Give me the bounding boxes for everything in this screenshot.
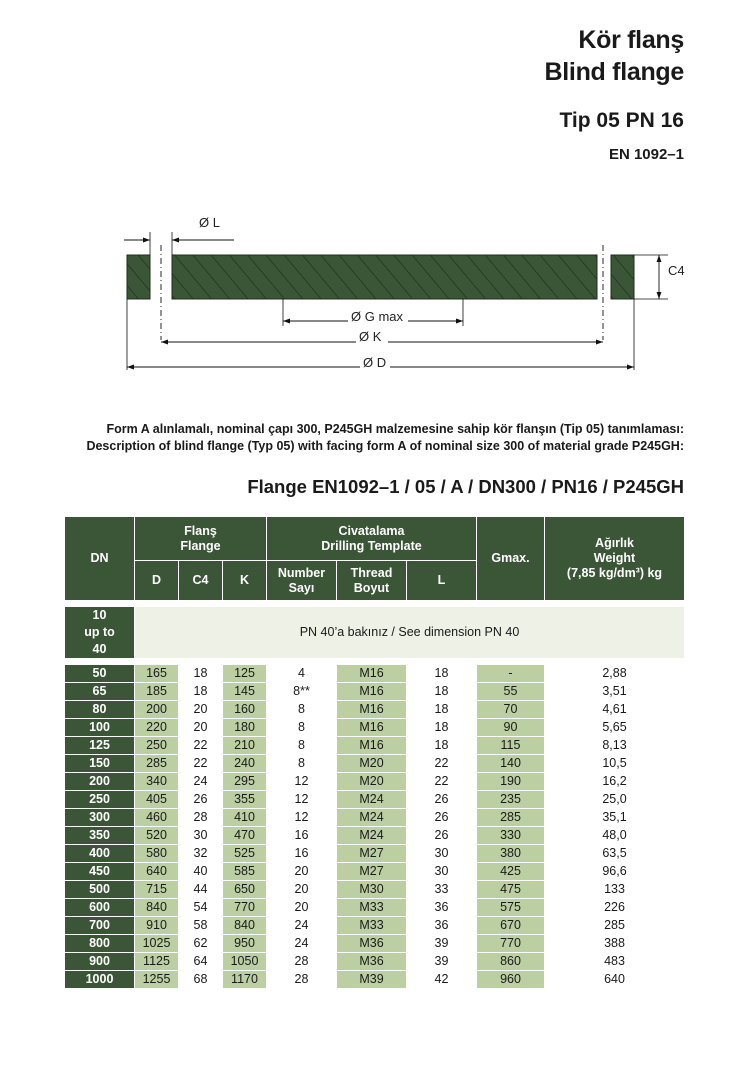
cell-k: 840 bbox=[223, 917, 267, 935]
cell-dn: 200 bbox=[65, 773, 135, 791]
cell-l: 18 bbox=[407, 719, 477, 737]
range-dn-line2: up to bbox=[84, 625, 115, 639]
cell-number: 8 bbox=[267, 755, 337, 773]
cell-k: 525 bbox=[223, 845, 267, 863]
table-row bbox=[65, 701, 685, 719]
cell-l: 18 bbox=[407, 683, 477, 701]
cell-weight: 133 bbox=[545, 881, 685, 899]
header-weight bbox=[545, 517, 685, 601]
table-row bbox=[65, 845, 685, 863]
cell-c4: 62 bbox=[179, 935, 223, 953]
cell-dn: 600 bbox=[65, 899, 135, 917]
label-bolt-circle-K: Ø K bbox=[359, 329, 382, 344]
cell-c4: 40 bbox=[179, 863, 223, 881]
cell-d: 640 bbox=[135, 863, 179, 881]
cell-thread: M36 bbox=[337, 953, 407, 971]
range-dn-line1: 10 bbox=[92, 608, 107, 622]
cell-thread: M20 bbox=[337, 773, 407, 791]
header-flange-tr: Flanş bbox=[184, 523, 217, 538]
cell-weight: 2,88 bbox=[545, 665, 685, 683]
cell-d: 220 bbox=[135, 719, 179, 737]
cell-dn: 100 bbox=[65, 719, 135, 737]
cell-c4: 54 bbox=[179, 899, 223, 917]
cell-k: 210 bbox=[223, 737, 267, 755]
cell-thread: M36 bbox=[337, 935, 407, 953]
cell-gmax: 425 bbox=[477, 863, 545, 881]
cell-d: 1025 bbox=[135, 935, 179, 953]
cell-thread: M39 bbox=[337, 971, 407, 989]
table-row bbox=[65, 917, 685, 935]
cell-d: 520 bbox=[135, 827, 179, 845]
cell-gmax: 575 bbox=[477, 899, 545, 917]
cell-l: 39 bbox=[407, 953, 477, 971]
header-k: K bbox=[223, 561, 267, 601]
cell-number: 20 bbox=[267, 899, 337, 917]
cell-number: 28 bbox=[267, 953, 337, 971]
dimensions-table bbox=[64, 516, 685, 989]
cell-l: 18 bbox=[407, 737, 477, 755]
cell-d: 840 bbox=[135, 899, 179, 917]
header-dn: DN bbox=[65, 517, 135, 601]
cell-gmax: 90 bbox=[477, 719, 545, 737]
cell-k: 145 bbox=[223, 683, 267, 701]
cell-weight: 388 bbox=[545, 935, 685, 953]
table-row bbox=[65, 773, 685, 791]
cell-dn: 350 bbox=[65, 827, 135, 845]
cell-k: 295 bbox=[223, 773, 267, 791]
table-row bbox=[65, 665, 685, 683]
cell-weight: 8,13 bbox=[545, 737, 685, 755]
header-flange-en: Flange bbox=[180, 538, 221, 553]
table-row bbox=[65, 935, 685, 953]
table-row bbox=[65, 719, 685, 737]
cell-dn: 65 bbox=[65, 683, 135, 701]
cell-c4: 22 bbox=[179, 755, 223, 773]
cell-d: 1255 bbox=[135, 971, 179, 989]
cell-gmax: 770 bbox=[477, 935, 545, 953]
header-flange-group bbox=[135, 517, 267, 561]
standard-label: EN 1092–1 bbox=[608, 146, 684, 163]
cell-d: 250 bbox=[135, 737, 179, 755]
cell-d: 405 bbox=[135, 791, 179, 809]
cell-l: 36 bbox=[407, 899, 477, 917]
cell-k: 650 bbox=[223, 881, 267, 899]
flange-cross-section-drawing bbox=[0, 200, 738, 390]
flange-left-segment bbox=[127, 255, 150, 299]
cell-gmax: 55 bbox=[477, 683, 545, 701]
cell-c4: 18 bbox=[179, 683, 223, 701]
cell-dn: 300 bbox=[65, 809, 135, 827]
header-weight-unit: (7,85 kg/dm³) kg bbox=[566, 566, 663, 580]
header-number-tr: Sayı bbox=[288, 580, 315, 595]
cell-d: 165 bbox=[135, 665, 179, 683]
table-row bbox=[65, 881, 685, 899]
title-turkish: Kör flanş bbox=[578, 26, 684, 54]
label-hole-diameter-L: Ø L bbox=[199, 215, 220, 230]
cell-dn: 500 bbox=[65, 881, 135, 899]
cell-l: 22 bbox=[407, 773, 477, 791]
cell-c4: 26 bbox=[179, 791, 223, 809]
cell-dn: 1000 bbox=[65, 971, 135, 989]
cell-thread: M33 bbox=[337, 899, 407, 917]
cell-l: 26 bbox=[407, 827, 477, 845]
cell-gmax: 70 bbox=[477, 701, 545, 719]
cell-l: 22 bbox=[407, 755, 477, 773]
cell-number: 8 bbox=[267, 701, 337, 719]
cell-gmax: 140 bbox=[477, 755, 545, 773]
range-note: PN 40’a bakınız / See dimension PN 40 bbox=[135, 607, 685, 659]
cell-l: 30 bbox=[407, 845, 477, 863]
cell-thread: M27 bbox=[337, 863, 407, 881]
cell-l: 33 bbox=[407, 881, 477, 899]
cell-weight: 25,0 bbox=[545, 791, 685, 809]
cell-thread: M24 bbox=[337, 791, 407, 809]
label-thickness-C4: C4 bbox=[668, 263, 685, 278]
header-weight-en: Weight bbox=[593, 551, 636, 565]
cell-thread: M16 bbox=[337, 683, 407, 701]
cell-thread: M20 bbox=[337, 755, 407, 773]
cell-number: 12 bbox=[267, 773, 337, 791]
cell-weight: 16,2 bbox=[545, 773, 685, 791]
header-l: L bbox=[407, 561, 477, 601]
cell-gmax: 115 bbox=[477, 737, 545, 755]
label-facing-diameter-G: Ø G max bbox=[351, 309, 404, 324]
description-english: Description of blind flange (Typ 05) with facing form A of nominal size 300 of material grade P245GH: bbox=[86, 439, 684, 453]
cell-k: 355 bbox=[223, 791, 267, 809]
cell-dn: 125 bbox=[65, 737, 135, 755]
cell-l: 26 bbox=[407, 791, 477, 809]
cell-c4: 24 bbox=[179, 773, 223, 791]
cell-l: 36 bbox=[407, 917, 477, 935]
cell-gmax: 285 bbox=[477, 809, 545, 827]
cell-gmax: 960 bbox=[477, 971, 545, 989]
cell-gmax: 380 bbox=[477, 845, 545, 863]
cell-weight: 96,6 bbox=[545, 863, 685, 881]
cell-c4: 58 bbox=[179, 917, 223, 935]
cell-weight: 5,65 bbox=[545, 719, 685, 737]
cell-dn: 400 bbox=[65, 845, 135, 863]
header-drilling-group bbox=[267, 517, 477, 561]
cell-c4: 20 bbox=[179, 701, 223, 719]
cell-thread: M27 bbox=[337, 845, 407, 863]
cell-number: 20 bbox=[267, 863, 337, 881]
cell-d: 910 bbox=[135, 917, 179, 935]
cell-k: 180 bbox=[223, 719, 267, 737]
cell-gmax: 670 bbox=[477, 917, 545, 935]
cell-l: 42 bbox=[407, 971, 477, 989]
cell-gmax: 475 bbox=[477, 881, 545, 899]
cell-k: 240 bbox=[223, 755, 267, 773]
cell-number: 8 bbox=[267, 737, 337, 755]
header-thread bbox=[337, 561, 407, 601]
cell-k: 585 bbox=[223, 863, 267, 881]
description-turkish: Form A alınlamalı, nominal çapı 300, P245GH malzemesine sahip kör flanşın (Tip 05) tanımlaması: bbox=[106, 422, 684, 436]
cell-k: 125 bbox=[223, 665, 267, 683]
cell-d: 285 bbox=[135, 755, 179, 773]
label-outside-diameter-D: Ø D bbox=[363, 355, 387, 370]
cell-number: 12 bbox=[267, 809, 337, 827]
cell-number: 16 bbox=[267, 845, 337, 863]
cell-l: 30 bbox=[407, 863, 477, 881]
cell-number: 28 bbox=[267, 971, 337, 989]
cell-dn: 150 bbox=[65, 755, 135, 773]
cell-thread: M16 bbox=[337, 737, 407, 755]
cell-thread: M16 bbox=[337, 719, 407, 737]
cell-thread: M30 bbox=[337, 881, 407, 899]
cell-k: 160 bbox=[223, 701, 267, 719]
range-dn-line3: 40 bbox=[92, 642, 107, 656]
cell-gmax: - bbox=[477, 665, 545, 683]
header-thread-tr: Boyut bbox=[353, 580, 390, 595]
cell-weight: 35,1 bbox=[545, 809, 685, 827]
cell-dn: 250 bbox=[65, 791, 135, 809]
cell-c4: 32 bbox=[179, 845, 223, 863]
range-dn-cell bbox=[65, 607, 135, 659]
cell-dn: 900 bbox=[65, 953, 135, 971]
cell-d: 200 bbox=[135, 701, 179, 719]
cell-dn: 80 bbox=[65, 701, 135, 719]
cell-c4: 30 bbox=[179, 827, 223, 845]
cell-weight: 226 bbox=[545, 899, 685, 917]
cell-number: 24 bbox=[267, 917, 337, 935]
header-number-en: Number bbox=[277, 565, 326, 580]
cell-d: 460 bbox=[135, 809, 179, 827]
cell-gmax: 235 bbox=[477, 791, 545, 809]
cell-number: 8 bbox=[267, 719, 337, 737]
header-weight-tr: Ağırlık bbox=[595, 536, 634, 550]
cell-c4: 68 bbox=[179, 971, 223, 989]
cell-k: 1170 bbox=[223, 971, 267, 989]
cell-weight: 48,0 bbox=[545, 827, 685, 845]
cell-thread: M24 bbox=[337, 827, 407, 845]
cell-dn: 50 bbox=[65, 665, 135, 683]
cell-l: 18 bbox=[407, 701, 477, 719]
designation-example: Flange EN1092–1 / 05 / A / DN300 / PN16 / P245GH bbox=[247, 476, 684, 497]
type-pressure-label: Tip 05 PN 16 bbox=[559, 109, 684, 132]
cell-d: 715 bbox=[135, 881, 179, 899]
cell-c4: 18 bbox=[179, 665, 223, 683]
table-row bbox=[65, 827, 685, 845]
table-row bbox=[65, 737, 685, 755]
cell-c4: 64 bbox=[179, 953, 223, 971]
cell-thread: M16 bbox=[337, 665, 407, 683]
cell-number: 20 bbox=[267, 881, 337, 899]
header-drilling-en: Drilling Template bbox=[321, 538, 422, 553]
cell-gmax: 190 bbox=[477, 773, 545, 791]
table-row bbox=[65, 971, 685, 989]
cell-number: 4 bbox=[267, 665, 337, 683]
cell-dn: 450 bbox=[65, 863, 135, 881]
cell-d: 340 bbox=[135, 773, 179, 791]
cell-l: 39 bbox=[407, 935, 477, 953]
table-row bbox=[65, 953, 685, 971]
cell-l: 18 bbox=[407, 665, 477, 683]
cell-l: 26 bbox=[407, 809, 477, 827]
cell-k: 470 bbox=[223, 827, 267, 845]
cell-c4: 44 bbox=[179, 881, 223, 899]
table-row bbox=[65, 683, 685, 701]
cell-weight: 10,5 bbox=[545, 755, 685, 773]
table-row-range bbox=[65, 607, 685, 659]
header-number bbox=[267, 561, 337, 601]
cell-weight: 483 bbox=[545, 953, 685, 971]
flange-center-body bbox=[172, 255, 597, 299]
cell-k: 770 bbox=[223, 899, 267, 917]
cell-weight: 3,51 bbox=[545, 683, 685, 701]
cell-number: 16 bbox=[267, 827, 337, 845]
flange-right-segment bbox=[611, 255, 634, 299]
title-english: Blind flange bbox=[544, 58, 684, 86]
header-gmax: Gmax. bbox=[477, 517, 545, 601]
cell-c4: 28 bbox=[179, 809, 223, 827]
cell-d: 580 bbox=[135, 845, 179, 863]
table-row bbox=[65, 791, 685, 809]
cell-number: 24 bbox=[267, 935, 337, 953]
cell-thread: M16 bbox=[337, 701, 407, 719]
header-thread-en: Thread bbox=[350, 565, 393, 580]
cell-number: 8** bbox=[267, 683, 337, 701]
cell-d: 1125 bbox=[135, 953, 179, 971]
header-drilling-tr: Civatalama bbox=[338, 523, 405, 538]
cell-k: 410 bbox=[223, 809, 267, 827]
cell-c4: 20 bbox=[179, 719, 223, 737]
table-row bbox=[65, 863, 685, 881]
cell-gmax: 860 bbox=[477, 953, 545, 971]
cell-weight: 4,61 bbox=[545, 701, 685, 719]
table-row bbox=[65, 755, 685, 773]
cell-gmax: 330 bbox=[477, 827, 545, 845]
table-row bbox=[65, 809, 685, 827]
cell-weight: 640 bbox=[545, 971, 685, 989]
cell-c4: 22 bbox=[179, 737, 223, 755]
cell-k: 950 bbox=[223, 935, 267, 953]
cell-weight: 63,5 bbox=[545, 845, 685, 863]
cell-number: 12 bbox=[267, 791, 337, 809]
header-d: D bbox=[135, 561, 179, 601]
cell-thread: M24 bbox=[337, 809, 407, 827]
cell-thread: M33 bbox=[337, 917, 407, 935]
cell-d: 185 bbox=[135, 683, 179, 701]
cell-dn: 700 bbox=[65, 917, 135, 935]
cell-dn: 800 bbox=[65, 935, 135, 953]
header-c4: C4 bbox=[179, 561, 223, 601]
cell-weight: 285 bbox=[545, 917, 685, 935]
table-row bbox=[65, 899, 685, 917]
cell-k: 1050 bbox=[223, 953, 267, 971]
